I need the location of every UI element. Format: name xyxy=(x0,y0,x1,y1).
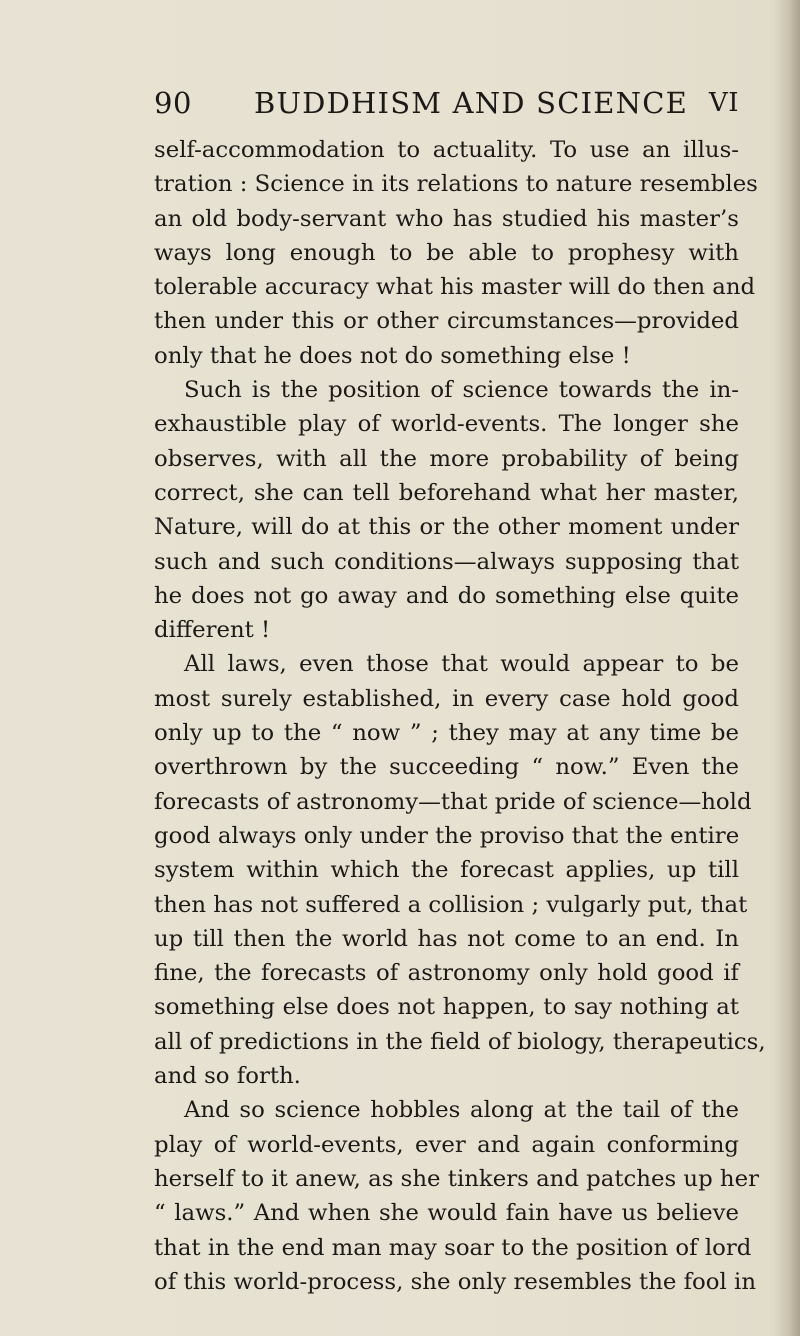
text-line: exhaustible play of world-events. The longer she xyxy=(154,411,739,438)
text-line: an old body-servant who has studied his master’s xyxy=(154,205,739,232)
text-line: And so science hobbles along at the tail of the xyxy=(184,1097,739,1124)
text-line: then under this or other circumstances—provided xyxy=(154,308,739,335)
text-line: Nature, will do at this or the other moment under xyxy=(154,514,739,541)
text-line: overthrown by the succeeding “ now.” Even the xyxy=(154,754,739,781)
text-line: of this world-process, she only resembles the fool in xyxy=(154,1268,757,1295)
text-line: such and such conditions—always supposing that xyxy=(154,548,739,575)
page-edge-shadow xyxy=(774,0,800,1336)
text-line: fine, the forecasts of astronomy only hold good if xyxy=(154,960,739,987)
text-line: only that he does not do something else ! xyxy=(154,342,631,369)
text-line: correct, she can tell beforehand what her master, xyxy=(154,479,739,506)
text-line: different ! xyxy=(154,617,271,644)
text-line: that in the end man may soar to the position of lord xyxy=(154,1234,752,1261)
running-header xyxy=(154,86,739,126)
text-line: tration : Science in its relations to nature resembles xyxy=(154,171,758,198)
text-line: system within which the forecast applies, up till xyxy=(154,857,739,884)
text-line: All laws, even those that would appear to be xyxy=(184,651,739,678)
text-line: observes, with all the more probability of being xyxy=(154,445,739,472)
text-line: ways long enough to be able to prophesy with xyxy=(154,239,739,266)
text-line: only up to the “ now ” ; they may at any time be xyxy=(154,720,739,747)
body-text xyxy=(154,133,766,1299)
text-line: he does not go away and do something else quite xyxy=(154,582,739,609)
text-line: up till then the world has not come to an end. In xyxy=(154,925,739,952)
text-line: Such is the position of science towards the in- xyxy=(184,377,739,404)
running-title: BUDDHISM AND SCIENCE xyxy=(254,86,688,120)
text-line: good always only under the proviso that the entire xyxy=(154,822,740,849)
chapter-number: VI xyxy=(708,88,739,118)
text-line: and so forth. xyxy=(154,1063,301,1090)
text-line: all of predictions in the field of biology, therapeutics, xyxy=(154,1028,766,1055)
text-line: herself to it anew, as she tinkers and patches up her xyxy=(154,1165,760,1192)
text-line: “ laws.” And when she would fain have us believe xyxy=(154,1200,739,1227)
text-line: self-accommodation to actuality. To use an illus- xyxy=(154,137,739,163)
text-line: tolerable accuracy what his master will do then and xyxy=(154,274,756,301)
text-line: most surely established, in every case hold good xyxy=(154,685,739,712)
page-number: 90 xyxy=(154,86,192,120)
text-line: play of world-events, ever and again conforming xyxy=(154,1131,739,1158)
text-line: something else does not happen, to say nothing at xyxy=(154,994,739,1021)
text-line: then has not suffered a collision ; vulgarly put, that xyxy=(154,891,748,918)
text-line: forecasts of astronomy—that pride of science—hold xyxy=(154,788,752,815)
